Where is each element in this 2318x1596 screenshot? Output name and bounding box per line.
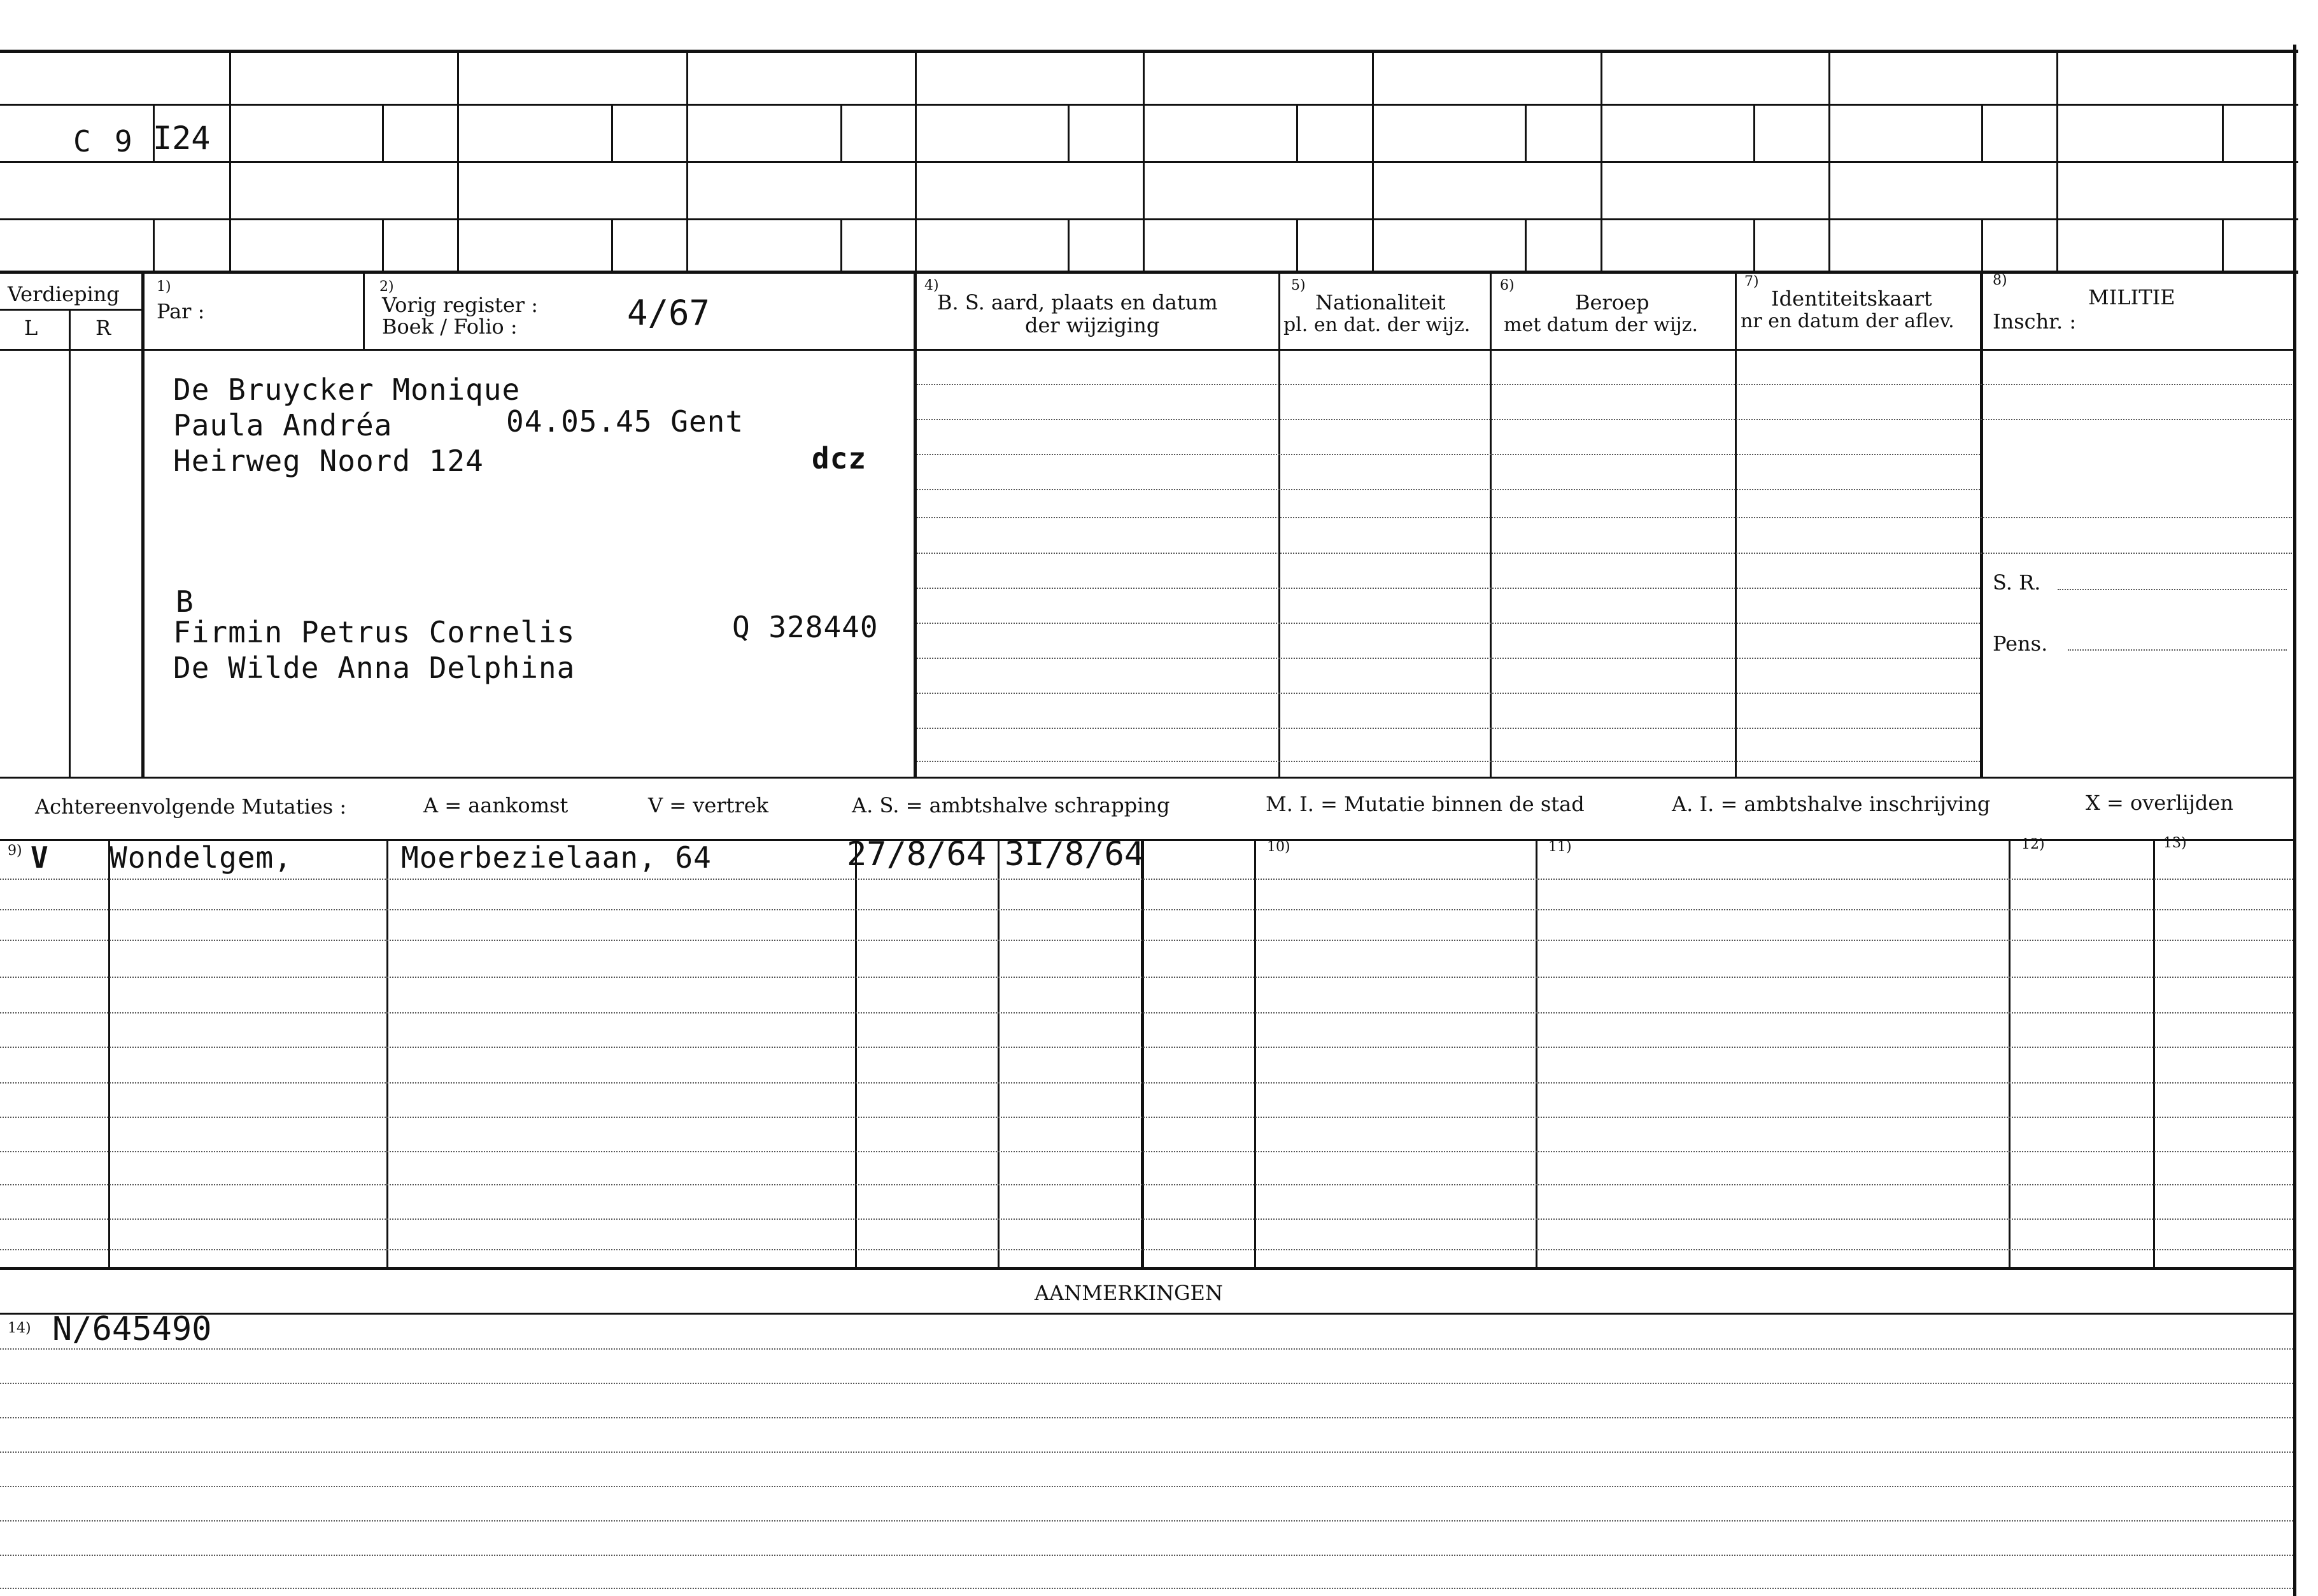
boek-folio-label: Boek / Folio : — [382, 314, 518, 339]
person-name-line1: De Bruycker Monique — [173, 372, 521, 407]
nationaliteit-label: Nationaliteit — [1315, 290, 1446, 314]
verdieping-label: Verdieping — [8, 282, 120, 306]
militie-label: MILITIE — [2088, 285, 2175, 309]
identiteitskaart-sublabel: nr en datum der aflev. — [1741, 310, 1954, 332]
floor-right-label: R — [95, 316, 111, 340]
birth-date-place: 04.05.45 Gent — [506, 404, 744, 439]
legend-a: A = aankomst — [423, 793, 569, 817]
nationaliteit-sublabel: pl. en dat. der wijz. — [1283, 314, 1471, 336]
father-name: Firmin Petrus Cornelis — [173, 615, 576, 649]
person-name-line2: Paula Andréa — [173, 408, 393, 442]
pens-label: Pens. — [1993, 632, 2048, 656]
legend-v: V = vertrek — [648, 793, 769, 817]
status-mark: dcz — [812, 441, 867, 476]
code-number: 9 — [115, 124, 133, 159]
mutation-place: Wondelgem, — [110, 840, 292, 875]
remarks-title: AANMERKINGEN — [1035, 1281, 1223, 1305]
field-number-5: 5) — [1291, 278, 1306, 293]
house-number: I24 — [153, 120, 211, 157]
mutation-date1: 27/8/64 — [847, 835, 987, 873]
remarks-number: 14) — [8, 1320, 31, 1336]
mutation-date2: 3I/8/64 — [1005, 835, 1145, 873]
field-number-8: 8) — [1993, 272, 2007, 288]
field-number-4: 4) — [924, 278, 939, 293]
field-number-7: 7) — [1744, 274, 1759, 290]
b-label: B — [176, 584, 194, 619]
floor-left-label: L — [24, 316, 38, 340]
mutation-col-10: 10) — [1267, 839, 1290, 855]
field-number-1: 1) — [157, 279, 171, 295]
id-number: Q 328440 — [732, 610, 879, 644]
mutation-col-13: 13) — [2163, 835, 2187, 851]
identiteitskaart-label: Identiteitskaart — [1771, 286, 1932, 311]
person-address: Heirweg Noord 124 — [173, 444, 484, 478]
sr-label: S. R. — [1993, 570, 2041, 595]
beroep-label: Beroep — [1575, 290, 1650, 314]
beroep-sublabel: met datum der wijz. — [1504, 314, 1698, 336]
vorig-register-label: Vorig register : — [382, 293, 539, 317]
boek-folio-value: 4/67 — [627, 293, 710, 333]
field-number-2: 2) — [379, 279, 394, 295]
legend-ai: A. I. = ambtshalve inschrijving — [1672, 792, 1991, 816]
mutation-col-9: 9) — [8, 843, 22, 859]
par-label: Par : — [157, 299, 205, 323]
mutation-col-11: 11) — [1548, 839, 1572, 855]
mutation-address: Moerbezielaan, 64 — [401, 840, 712, 875]
legend-mi: M. I. = Mutatie binnen de stad — [1266, 792, 1585, 816]
field-number-6: 6) — [1500, 278, 1515, 293]
mother-name: De Wilde Anna Delphina — [173, 651, 576, 685]
remarks-value: N/645490 — [52, 1310, 212, 1348]
code-letter: C — [73, 124, 92, 159]
mutation-col-12: 12) — [2021, 837, 2045, 852]
legend-x: X = overlijden — [2086, 791, 2233, 815]
bs-label-line1: B. S. aard, plaats en datum — [937, 290, 1218, 314]
legend-as: A. S. = ambtshalve schrapping — [852, 793, 1170, 817]
bs-label-line2: der wijziging — [1025, 313, 1160, 337]
mutation-type: V — [31, 840, 49, 875]
inschr-label: Inschr. : — [1993, 309, 2077, 334]
legend-title: Achtereenvolgende Mutaties : — [35, 794, 347, 819]
